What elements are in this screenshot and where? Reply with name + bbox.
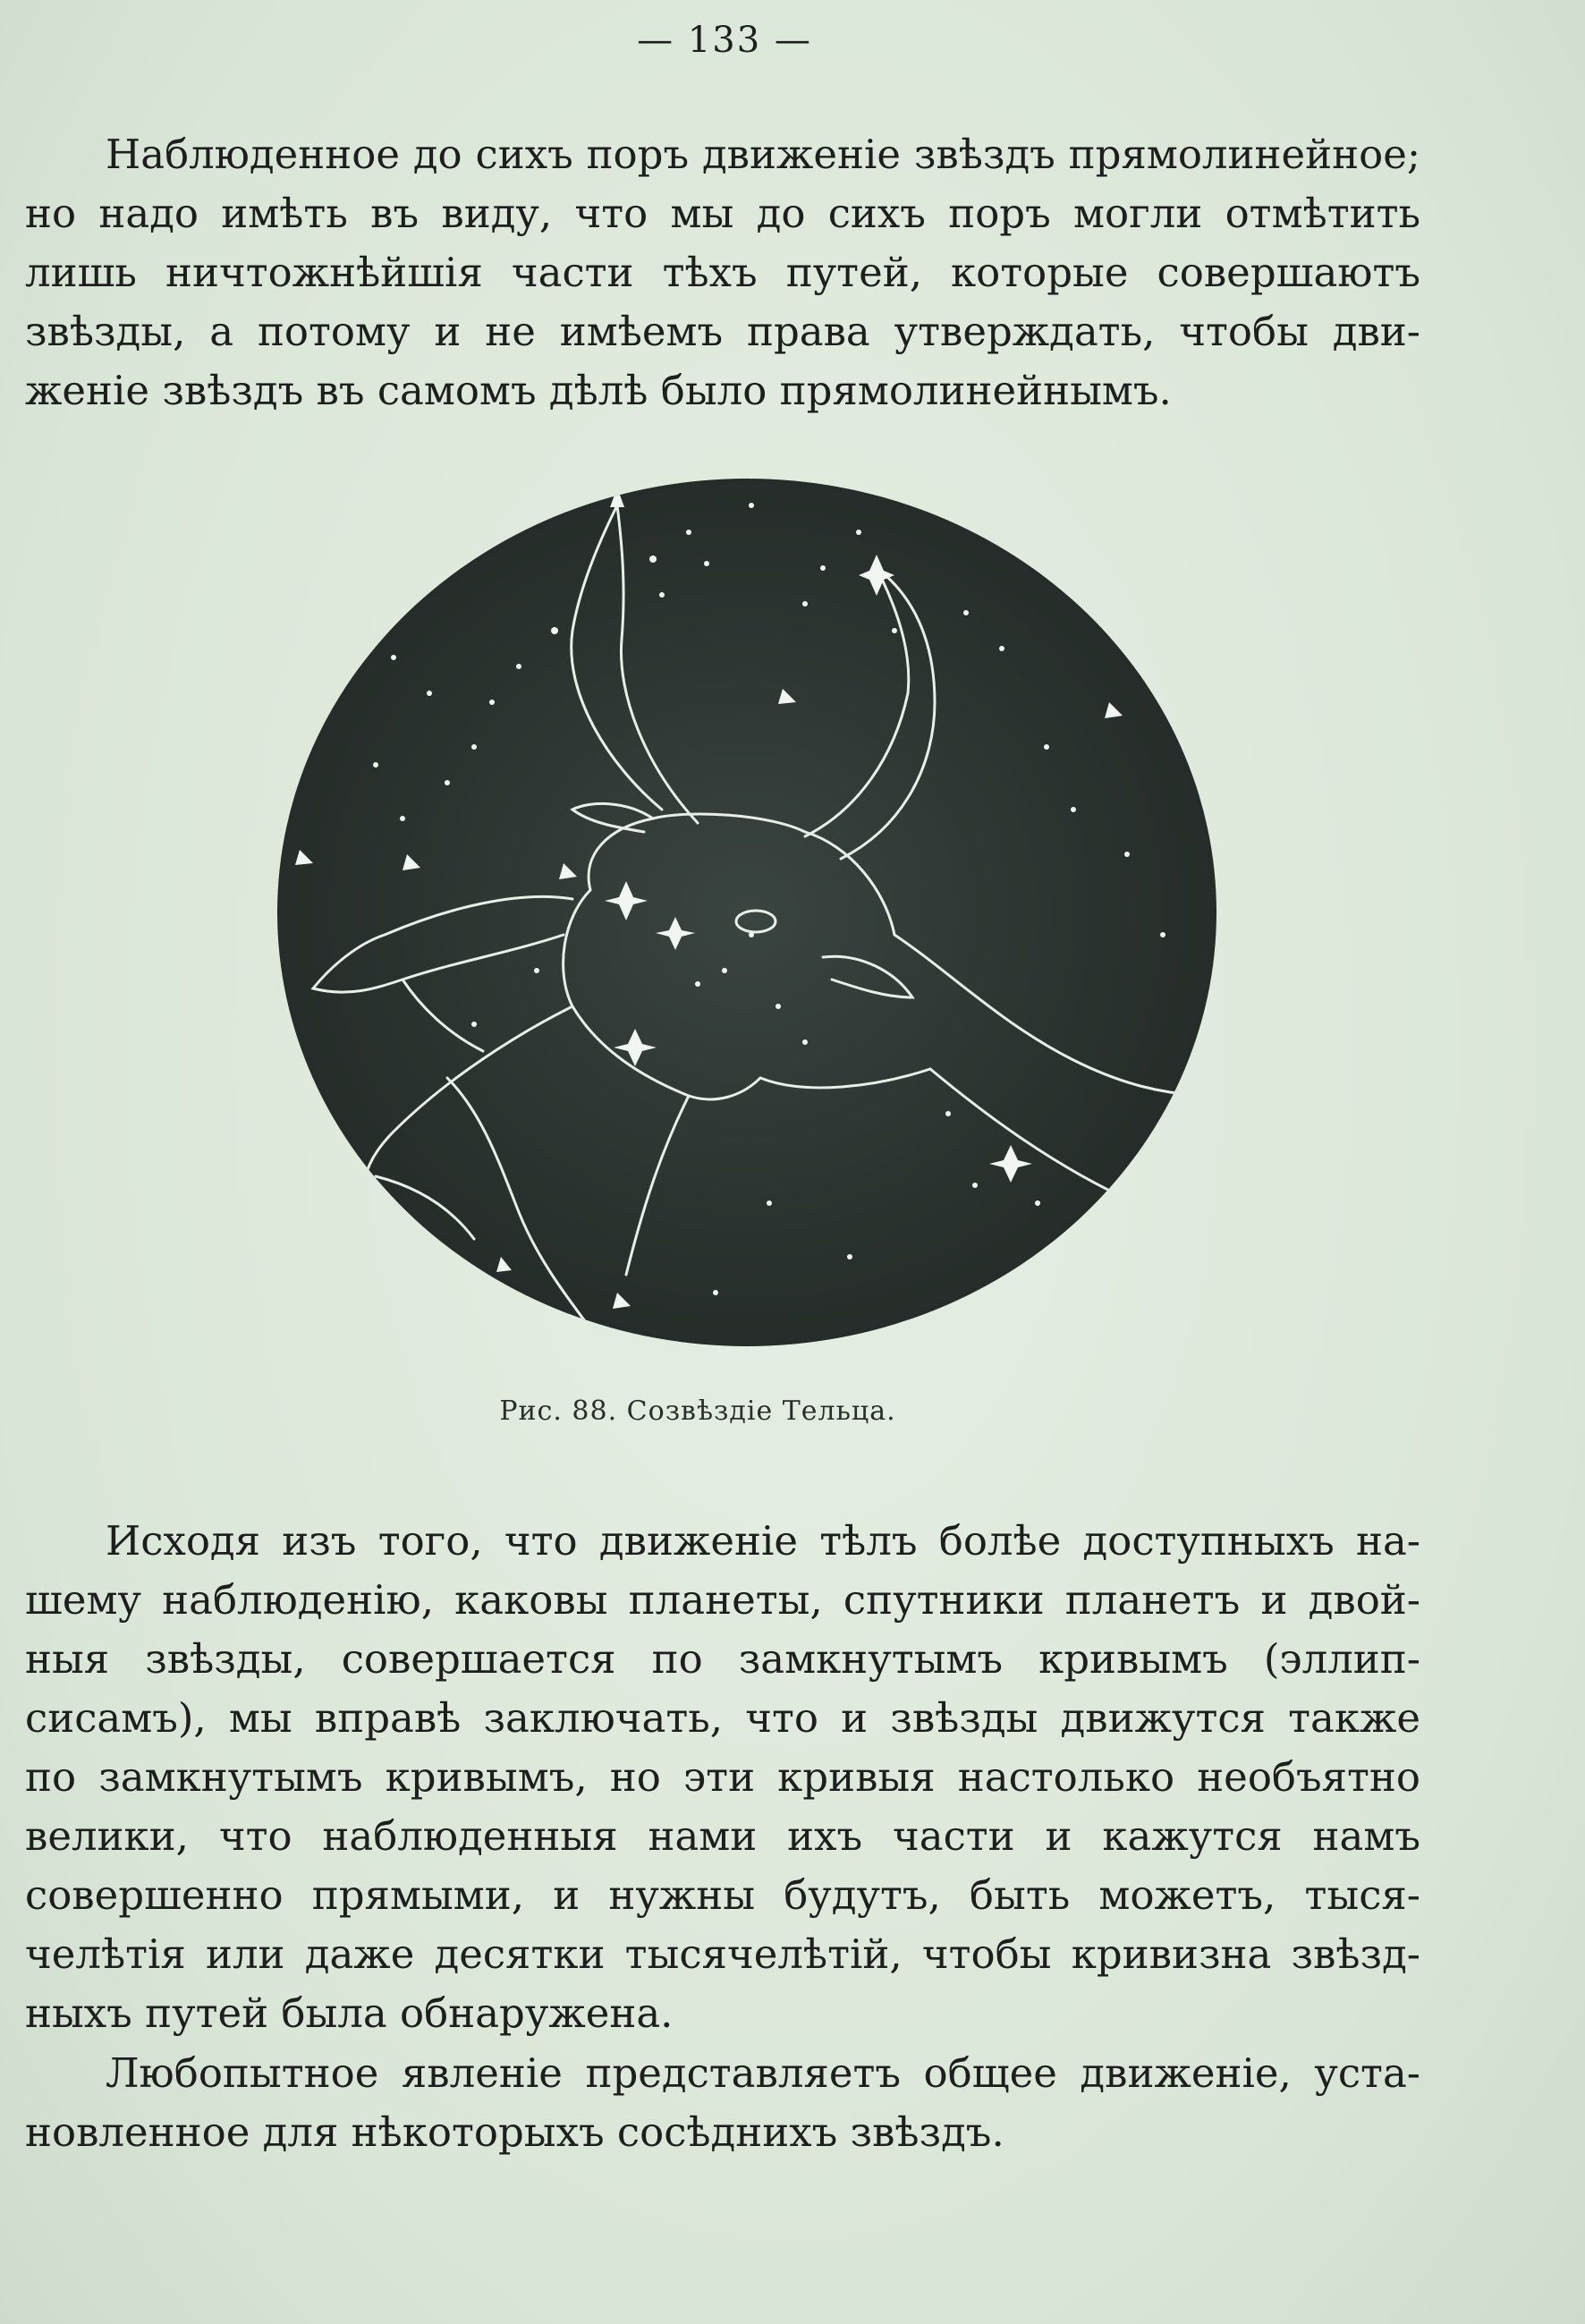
taurus-constellation-illustration xyxy=(268,470,1225,1355)
star xyxy=(373,762,378,768)
figure-caption: Рис. 88. Созвѣздiе Тельца. xyxy=(499,1395,896,1427)
paragraph-1 xyxy=(25,125,1420,420)
star xyxy=(963,610,969,615)
text-line: по замкнутымъ кривымъ, но эти кривыя настолько необъятно xyxy=(25,1753,1420,1801)
star xyxy=(749,503,754,508)
star xyxy=(686,530,691,535)
text-line: но надо имѣть въ виду, что мы до сихъ поръ могли отмѣтить xyxy=(25,190,1420,237)
star xyxy=(471,744,477,750)
text-line: ныя звѣзды, совершается по замкнутымъ кривымъ (эллип- xyxy=(25,1635,1420,1683)
star xyxy=(489,539,495,544)
star xyxy=(1071,807,1076,812)
star xyxy=(649,556,657,563)
text-line: лишь ничтожнѣйшiя части тѣхъ путей, которые совершаютъ xyxy=(25,249,1420,296)
star xyxy=(892,628,897,633)
star xyxy=(945,1111,951,1116)
star xyxy=(427,691,432,696)
star xyxy=(847,1254,852,1260)
page-number: — 133 — xyxy=(637,20,812,61)
star xyxy=(1124,852,1130,857)
star xyxy=(534,968,539,973)
text-line: Любопытное явленie представляетъ общее движенie, уста- xyxy=(106,2049,1420,2097)
star xyxy=(659,592,665,598)
star xyxy=(802,1039,808,1045)
text-line: сисамъ), мы вправѣ заключать, что и звѣзды движутся также xyxy=(25,1694,1420,1742)
star xyxy=(704,561,709,566)
star xyxy=(1160,932,1165,937)
star xyxy=(802,601,808,606)
text-line: ныхъ путей была обнаружена. xyxy=(25,1989,674,2037)
star xyxy=(749,932,754,937)
text-line: женie звѣздъ въ самомъ дѣлѣ было прямолинейнымъ. xyxy=(25,367,1172,414)
text-line: совершенно прямыми, и нужны будутъ, быть можетъ, тыся- xyxy=(25,1871,1420,1919)
star xyxy=(695,981,700,987)
star xyxy=(445,780,450,785)
paragraph-3 xyxy=(25,2044,1420,2162)
star xyxy=(767,1200,772,1206)
star xyxy=(776,1004,781,1009)
text-line: шему наблюденiю, каковы планеты, спутники планетъ и двой- xyxy=(25,1576,1420,1624)
star xyxy=(1044,744,1049,750)
text-line: звѣзды, а потому и не имѣемъ права утверждать, чтобы дви- xyxy=(25,308,1420,355)
star xyxy=(400,816,405,821)
text-line: Наблюденное до сихъ поръ движенie звѣздъ прямолинейное; xyxy=(106,131,1420,178)
star xyxy=(516,664,521,669)
star xyxy=(551,627,558,634)
star xyxy=(489,700,495,705)
text-line: челѣтiя или даже десятки тысячелѣтiй, чтобы кривизна звѣзд- xyxy=(25,1930,1420,1978)
star xyxy=(713,1290,718,1295)
paragraph-2 xyxy=(25,1512,1420,2043)
star xyxy=(1035,1200,1040,1206)
star xyxy=(972,1183,978,1188)
star xyxy=(722,968,727,973)
star xyxy=(471,1022,477,1027)
star xyxy=(329,622,369,655)
star xyxy=(820,565,826,571)
star xyxy=(391,655,396,660)
text-line: новленное для нѣкоторыхъ сосѣднихъ звѣздъ. xyxy=(25,2108,1004,2156)
text-line: велики, что наблюденныя нами ихъ части и кажутся намъ xyxy=(25,1812,1420,1860)
text-line: Исходя изъ того, что движенie тѣлъ болѣе доступныхъ на- xyxy=(106,1517,1420,1565)
star xyxy=(999,646,1004,651)
star xyxy=(856,530,861,535)
